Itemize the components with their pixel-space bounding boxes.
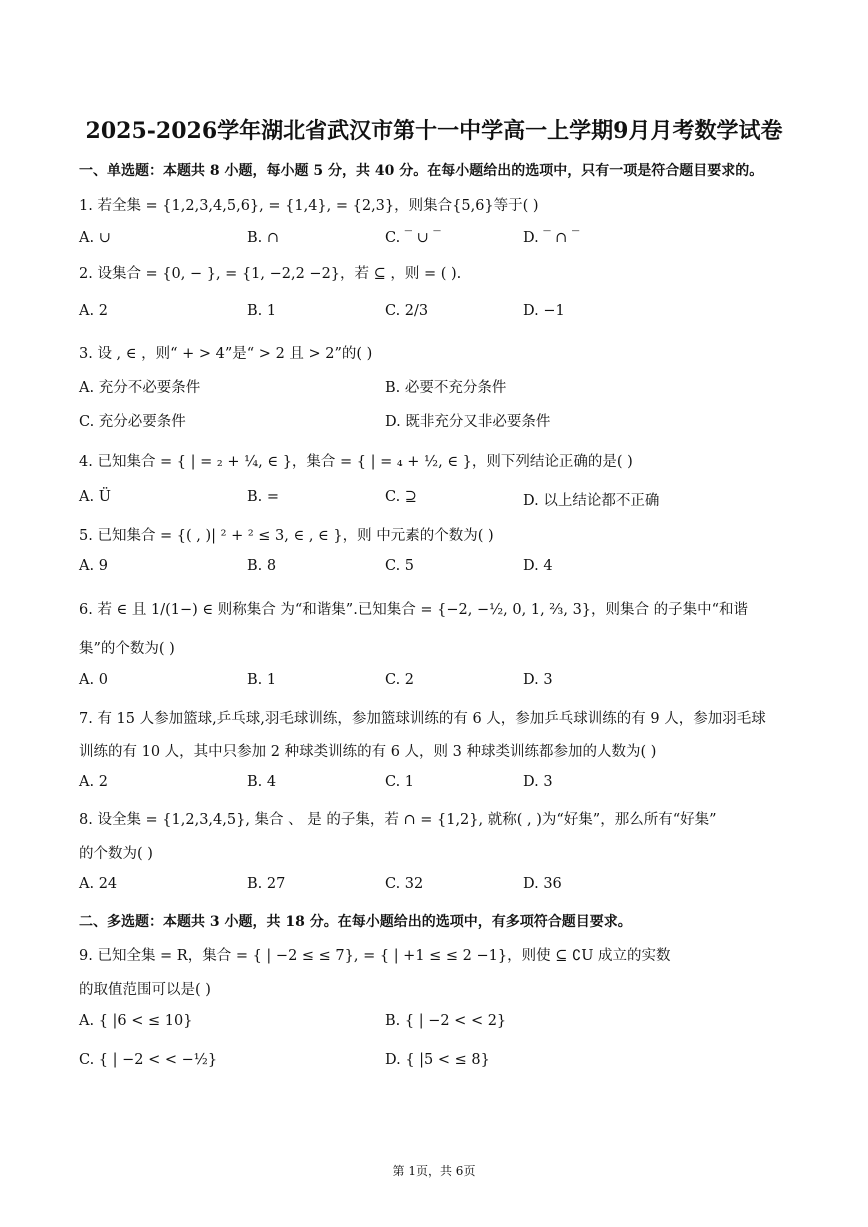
question-8-option-a: A. 24 xyxy=(79,876,118,892)
question-4-stem: 4. 已知集合 = { | = ₂ + ¼, ∈ }，集合 = { | = ₄ + ½, ∈ }，则下列结论正确的是( ) xyxy=(79,454,633,470)
page-footer: 第 1页，共 6页 xyxy=(392,1164,476,1178)
question-8-option-c: C. 32 xyxy=(385,876,424,892)
question-9-stem-line-1: 9. 已知全集 = R，集合 = { | −2 ≤ ≤ 7}, = { | +1 ≤ ≤ 2 −1}，则使 ⊆ ∁U 成立的实数 xyxy=(79,948,671,964)
question-6-option-a: A. 0 xyxy=(79,672,108,688)
question-6-stem-line-2: 集”的个数为( ) xyxy=(79,641,175,657)
section-heading-single-choice: 一、单选题：本题共 8 小题，每小题 5 分，共 40 分。在每小题给出的选项中，只有一项是符合题目要求的。 xyxy=(79,163,764,179)
question-5-option-d: D. 4 xyxy=(523,558,553,574)
question-9-option-d: D. { |5 < ≤ 8} xyxy=(385,1052,490,1068)
question-2-option-a: A. 2 xyxy=(79,303,108,319)
question-8-stem-line-2: 的个数为( ) xyxy=(79,846,153,862)
question-7-option-c: C. 1 xyxy=(385,774,415,790)
question-2-stem: 2. 设集合 = {0, − }, = {1, −2,2 −2}，若 ⊆ ，则 = ( ). xyxy=(79,266,462,282)
question-2-option-d: D. −1 xyxy=(523,303,565,319)
question-7-stem-line-2: 训练的有 10 人，其中只参加 2 种球类训练的有 6 人，则 3 种球类训练都参加的人数为( ) xyxy=(79,744,657,760)
question-9-option-c: C. { | −2 < < −½} xyxy=(79,1052,218,1068)
question-6-stem-line-1: 6. 若 ∈ 且 1/(1−) ∈ 则称集合 为“和谐集”.已知集合 = {−2, −½, 0, 1, ⅔, 3}，则集合 的子集中“和谐 xyxy=(79,602,749,618)
question-6-option-b: B. 1 xyxy=(247,672,277,688)
question-8-option-b: B. 27 xyxy=(247,876,286,892)
question-3-stem: 3. 设 , ∈ ，则“ + > 4”是“ > 2 且 > 2”的( ) xyxy=(79,346,373,362)
question-4-option-d: D. 以上结论都不正确 xyxy=(523,493,660,509)
question-6-option-c: C. 2 xyxy=(385,672,415,688)
question-2-option-b: B. 1 xyxy=(247,303,277,319)
question-5-option-b: B. 8 xyxy=(247,558,277,574)
question-3-option-a: A. 充分不必要条件 xyxy=(79,380,201,396)
question-6-option-d: D. 3 xyxy=(523,672,553,688)
question-7-option-b: B. 4 xyxy=(247,774,277,790)
question-9-option-a: A. { |6 < ≤ 10} xyxy=(79,1013,193,1029)
question-4-option-a: A. Ü xyxy=(79,489,111,505)
question-3-option-d: D. 既非充分又非必要条件 xyxy=(385,414,551,430)
question-1-option-d: D. ‾ ∩ ‾ xyxy=(523,230,580,246)
question-8-stem-line-1: 8. 设全集 = {1,2,3,4,5}, 集合 、 是 的子集，若 ∩ = {1,2}, 就称( , )为“好集”，那么所有“好集” xyxy=(79,812,717,828)
question-1-option-a: A. ∪ xyxy=(79,230,111,246)
question-1-option-b: B. ∩ xyxy=(247,230,280,246)
question-4-option-c: C. ⊇ xyxy=(385,489,417,505)
question-3-option-b: B. 必要不充分条件 xyxy=(385,380,507,396)
question-7-option-d: D. 3 xyxy=(523,774,553,790)
question-7-stem-line-1: 7. 有 15 人参加篮球,乒乓球,羽毛球训练，参加篮球训练的有 6 人，参加乒乓球训练的有 9 人，参加羽毛球 xyxy=(79,711,766,727)
question-9-option-b: B. { | −2 < < 2} xyxy=(385,1013,507,1029)
question-5-option-a: A. 9 xyxy=(79,558,108,574)
question-7-option-a: A. 2 xyxy=(79,774,108,790)
question-5-option-c: C. 5 xyxy=(385,558,415,574)
question-9-stem-line-2: 的取值范围可以是( ) xyxy=(79,982,211,998)
question-1-stem: 1. 若全集 = {1,2,3,4,5,6}, = {1,4}, = {2,3}，则集合{5,6}等于( ) xyxy=(79,198,539,214)
question-4-option-b: B. = xyxy=(247,489,280,505)
question-8-option-d: D. 36 xyxy=(523,876,562,892)
question-2-option-c: C. 2/3 xyxy=(385,303,429,319)
question-1-option-c: C. ‾ ∪ ‾ xyxy=(385,230,441,246)
page-title: 2025-2026学年湖北省武汉市第十一中学高一上学期9月月考数学试卷 xyxy=(85,118,783,144)
section-heading-multiple-choice: 二、多选题：本题共 3 小题，共 18 分。在每小题给出的选项中，有多项符合题目要求。 xyxy=(79,914,632,930)
question-3-option-c: C. 充分必要条件 xyxy=(79,414,186,430)
question-5-stem: 5. 已知集合 = {( , )| ² + ² ≤ 3, ∈ , ∈ }，则 中元素的个数为( ) xyxy=(79,528,494,544)
